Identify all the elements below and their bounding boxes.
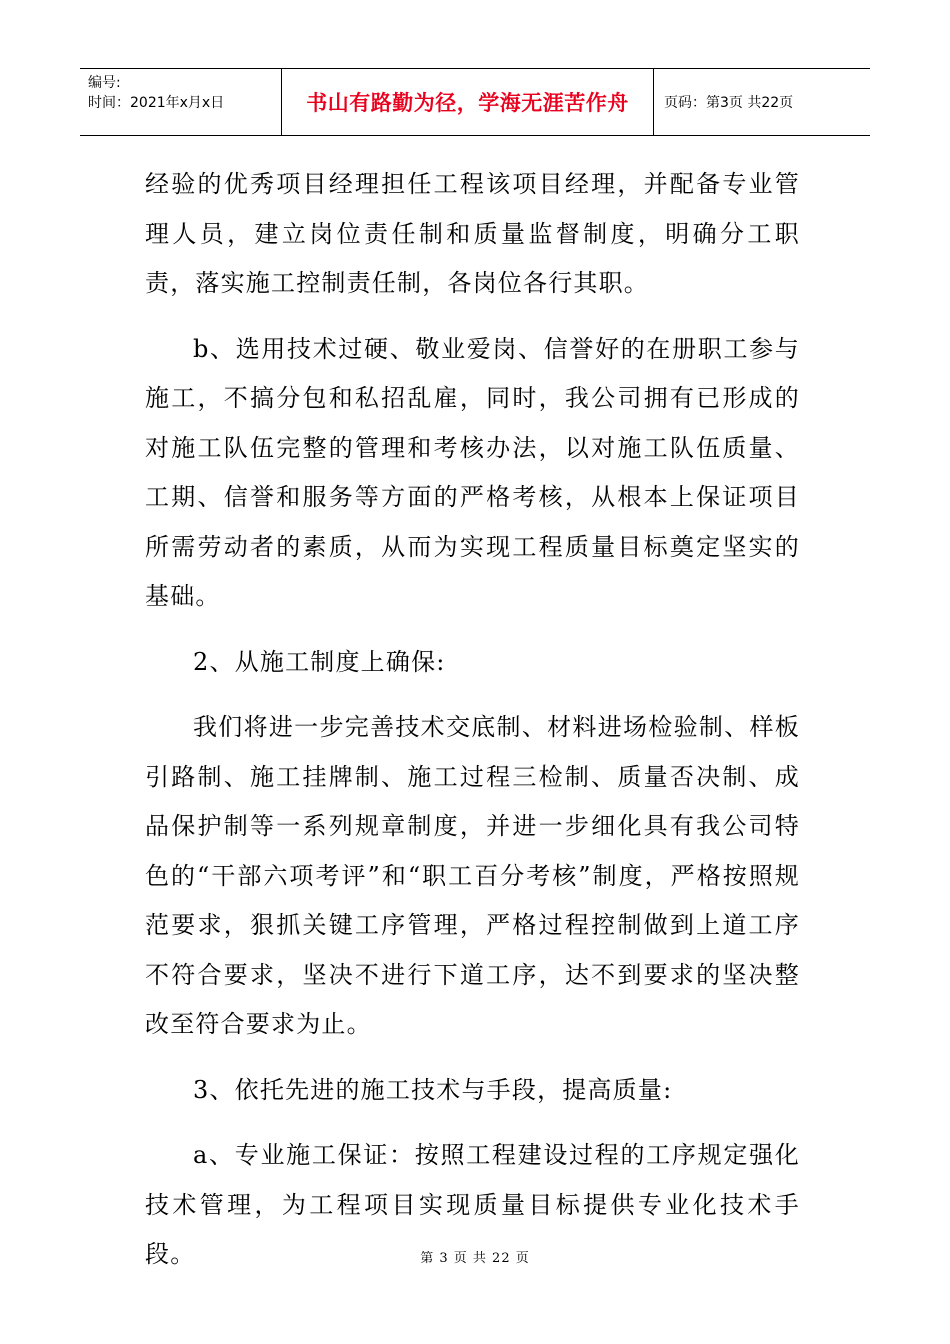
section-heading: 3、依托先进的施工技术与手段，提高质量: [193,1075,673,1104]
document-body [145,160,800,1296]
paragraph: 我们将进一步完善技术交底制、材料进场检验制、样板引路制、施工挂牌制、施工过程三检制、质量否决制、成品保护制等一系列规章制度，并进一步细化具有我公司特色的“干部六项考评”和“职工百分考核”制度，严格按照规范要求，狠抓关键工序管理，严格过程控制做到上道工序不符合要求，坚决不进行下道工序，达不到要求的坚决整改至符合要求为止。 [145,713,800,1038]
page-header [80,68,870,136]
header-page-info: 页码：第3页 共22页 [664,95,794,111]
number-label: 编号: [88,75,121,91]
header-motto: 书山有路勤为径，学海无涯苦作舟 [282,69,654,135]
time-label: 时间：2021年x月x日 [88,95,225,111]
paragraph: b、选用技术过硬、敬业爱岗、信誉好的在册职工参与施工，不搞分包和私招乱雇，同时，我公司拥有已形成的对施工队伍完整的管理和考核办法，以对施工队伍质量、工期、信誉和服务等方面的严格考核，从根本上保证项目所需劳动者的素质，从而为实现工程质量目标奠定坚实的基础。 [145,334,800,610]
section-heading: 2、从施工制度上确保: [193,647,446,676]
header-meta [80,69,282,135]
paragraph: a、专业施工保证：按照工程建设过程的工序规定强化技术管理，为工程项目实现质量目标提供专业化技术手段。 [145,1141,800,1268]
page-footer: 第 3 页 共 22 页 [420,1251,530,1266]
paragraph: 经验的优秀项目经理担任工程该项目经理，并配备专业管理人员，建立岗位责任制和质量监督制度，明确分工职责，落实施工控制责任制，各岗位各行其职。 [145,170,800,297]
